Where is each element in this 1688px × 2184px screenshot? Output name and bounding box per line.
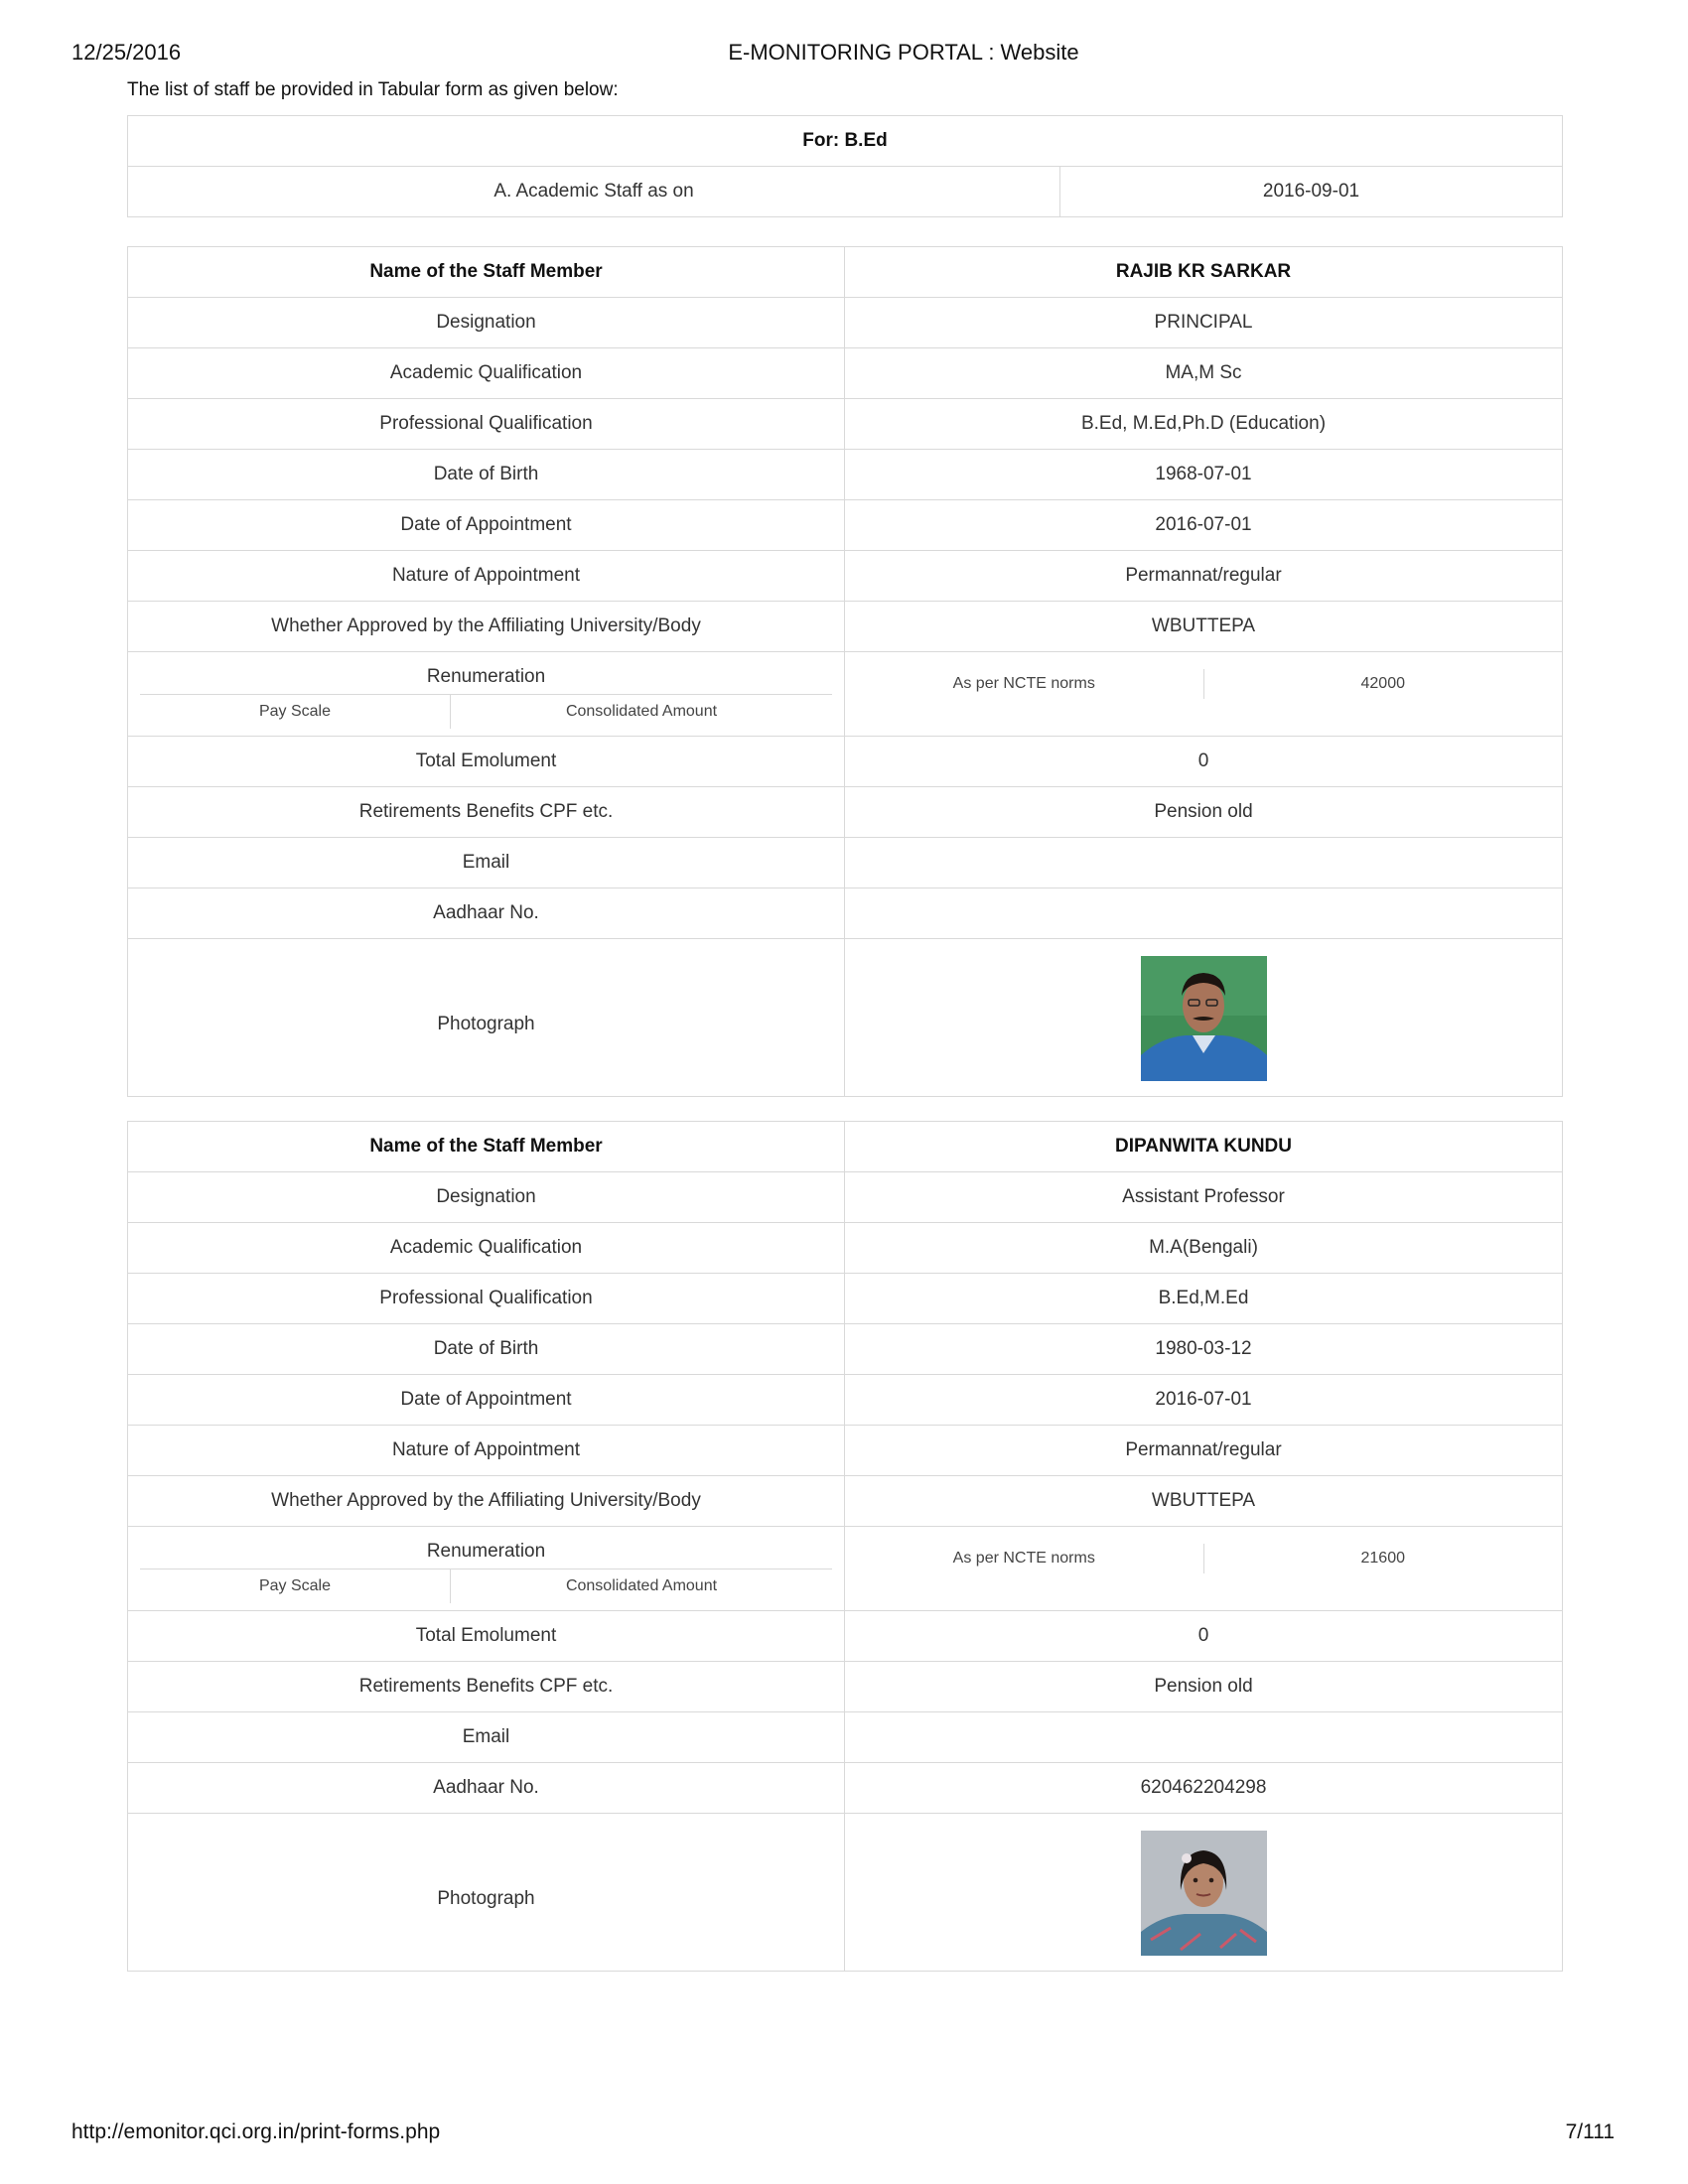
- photograph-cell: [845, 1814, 1563, 1972]
- academic-label: Academic Qualification: [128, 348, 845, 399]
- designation-value: PRINCIPAL: [845, 298, 1563, 348]
- doa-label: Date of Appointment: [128, 500, 845, 551]
- designation-label: Designation: [128, 1172, 845, 1223]
- doa-value: 2016-07-01: [845, 1375, 1563, 1426]
- pay-scale-value: As per NCTE norms: [845, 1544, 1204, 1573]
- professional-label: Professional Qualification: [128, 1274, 845, 1324]
- academic-value: M.A(Bengali): [845, 1223, 1563, 1274]
- professional-label: Professional Qualification: [128, 399, 845, 450]
- footer-url: http://emonitor.qci.org.in/print-forms.php: [71, 2120, 441, 2143]
- nature-label: Nature of Appointment: [128, 551, 845, 602]
- professional-value: B.Ed, M.Ed,Ph.D (Education): [845, 399, 1563, 450]
- dob-label: Date of Birth: [128, 1324, 845, 1375]
- total-label: Total Emolument: [128, 1611, 845, 1662]
- approved-label: Whether Approved by the Affiliating University/Body: [128, 602, 845, 652]
- approved-label: Whether Approved by the Affiliating University/Body: [128, 1476, 845, 1527]
- pay-scale-label: Pay Scale: [140, 1570, 451, 1603]
- dob-value: 1968-07-01: [845, 450, 1563, 500]
- course-label: For: B.Ed: [128, 116, 1563, 167]
- print-date: 12/25/2016: [71, 40, 182, 65]
- designation-label: Designation: [128, 298, 845, 348]
- retirement-label: Retirements Benefits CPF etc.: [128, 787, 845, 838]
- consolidated-label: Consolidated Amount: [565, 1576, 718, 1594]
- renumeration-cell: [128, 652, 845, 737]
- total-label: Total Emolument: [128, 737, 845, 787]
- email-label: Email: [128, 1712, 845, 1763]
- retirement-label: Retirements Benefits CPF etc.: [128, 1662, 845, 1712]
- pay-scale-label: Pay Scale: [140, 695, 451, 729]
- photograph-cell: [845, 939, 1563, 1097]
- intro-text: The list of staff be provided in Tabular form as given below:: [127, 79, 619, 100]
- doa-value: 2016-07-01: [845, 500, 1563, 551]
- aadhaar-label: Aadhaar No.: [128, 888, 845, 939]
- email-label: Email: [128, 838, 845, 888]
- aadhaar-label: Aadhaar No.: [128, 1763, 845, 1814]
- renumeration-cell: [128, 1527, 845, 1611]
- photograph-label: Photograph: [128, 1814, 845, 1972]
- dob-label: Date of Birth: [128, 450, 845, 500]
- retirement-value: Pension old: [845, 1662, 1563, 1712]
- email-value: [845, 838, 1563, 888]
- name-label: Name of the Staff Member: [128, 247, 845, 298]
- doa-label: Date of Appointment: [128, 1375, 845, 1426]
- email-value: [845, 1712, 1563, 1763]
- professional-value: B.Ed,M.Ed: [845, 1274, 1563, 1324]
- renumeration-values: [845, 1527, 1563, 1611]
- dob-value: 1980-03-12: [845, 1324, 1563, 1375]
- pay-scale-value: As per NCTE norms: [845, 669, 1204, 699]
- nature-value: Permannat/regular: [845, 551, 1563, 602]
- course-table: [127, 115, 1563, 217]
- total-value: 0: [845, 1611, 1563, 1662]
- designation-value: Assistant Professor: [845, 1172, 1563, 1223]
- consolidated-value: 21600: [1360, 1550, 1405, 1567]
- name-label: Name of the Staff Member: [128, 1122, 845, 1172]
- staff-table: [127, 1121, 1563, 1972]
- staff-table: [127, 246, 1563, 1097]
- renumeration-values: [845, 652, 1563, 737]
- retirement-value: Pension old: [845, 787, 1563, 838]
- page-title: E-MONITORING PORTAL : Website: [728, 40, 1079, 65]
- total-value: 0: [845, 737, 1563, 787]
- aadhaar-value: 620462204298: [845, 1763, 1563, 1814]
- nature-value: Permannat/regular: [845, 1426, 1563, 1476]
- consolidated-value: 42000: [1360, 675, 1405, 692]
- staff-as-on-value: 2016-09-01: [1060, 167, 1563, 217]
- staff-photo: [1141, 956, 1267, 1081]
- staff-name: DIPANWITA KUNDU: [845, 1122, 1563, 1172]
- staff-as-on-row: [128, 167, 1563, 217]
- aadhaar-value: [845, 888, 1563, 939]
- renumeration-label: Renumeration: [140, 1535, 832, 1570]
- photograph-label: Photograph: [128, 939, 845, 1097]
- staff-as-on-label: A. Academic Staff as on: [128, 167, 1060, 217]
- nature-label: Nature of Appointment: [128, 1426, 845, 1476]
- approved-value: WBUTTEPA: [845, 1476, 1563, 1527]
- page-number: 7/111: [1565, 2120, 1615, 2143]
- course-row: [128, 116, 1563, 167]
- academic-value: MA,M Sc: [845, 348, 1563, 399]
- renumeration-label: Renumeration: [140, 660, 832, 695]
- academic-label: Academic Qualification: [128, 1223, 845, 1274]
- staff-name: RAJIB KR SARKAR: [845, 247, 1563, 298]
- consolidated-label: Consolidated Amount: [565, 702, 718, 720]
- staff-photo: [1141, 1831, 1267, 1956]
- approved-value: WBUTTEPA: [845, 602, 1563, 652]
